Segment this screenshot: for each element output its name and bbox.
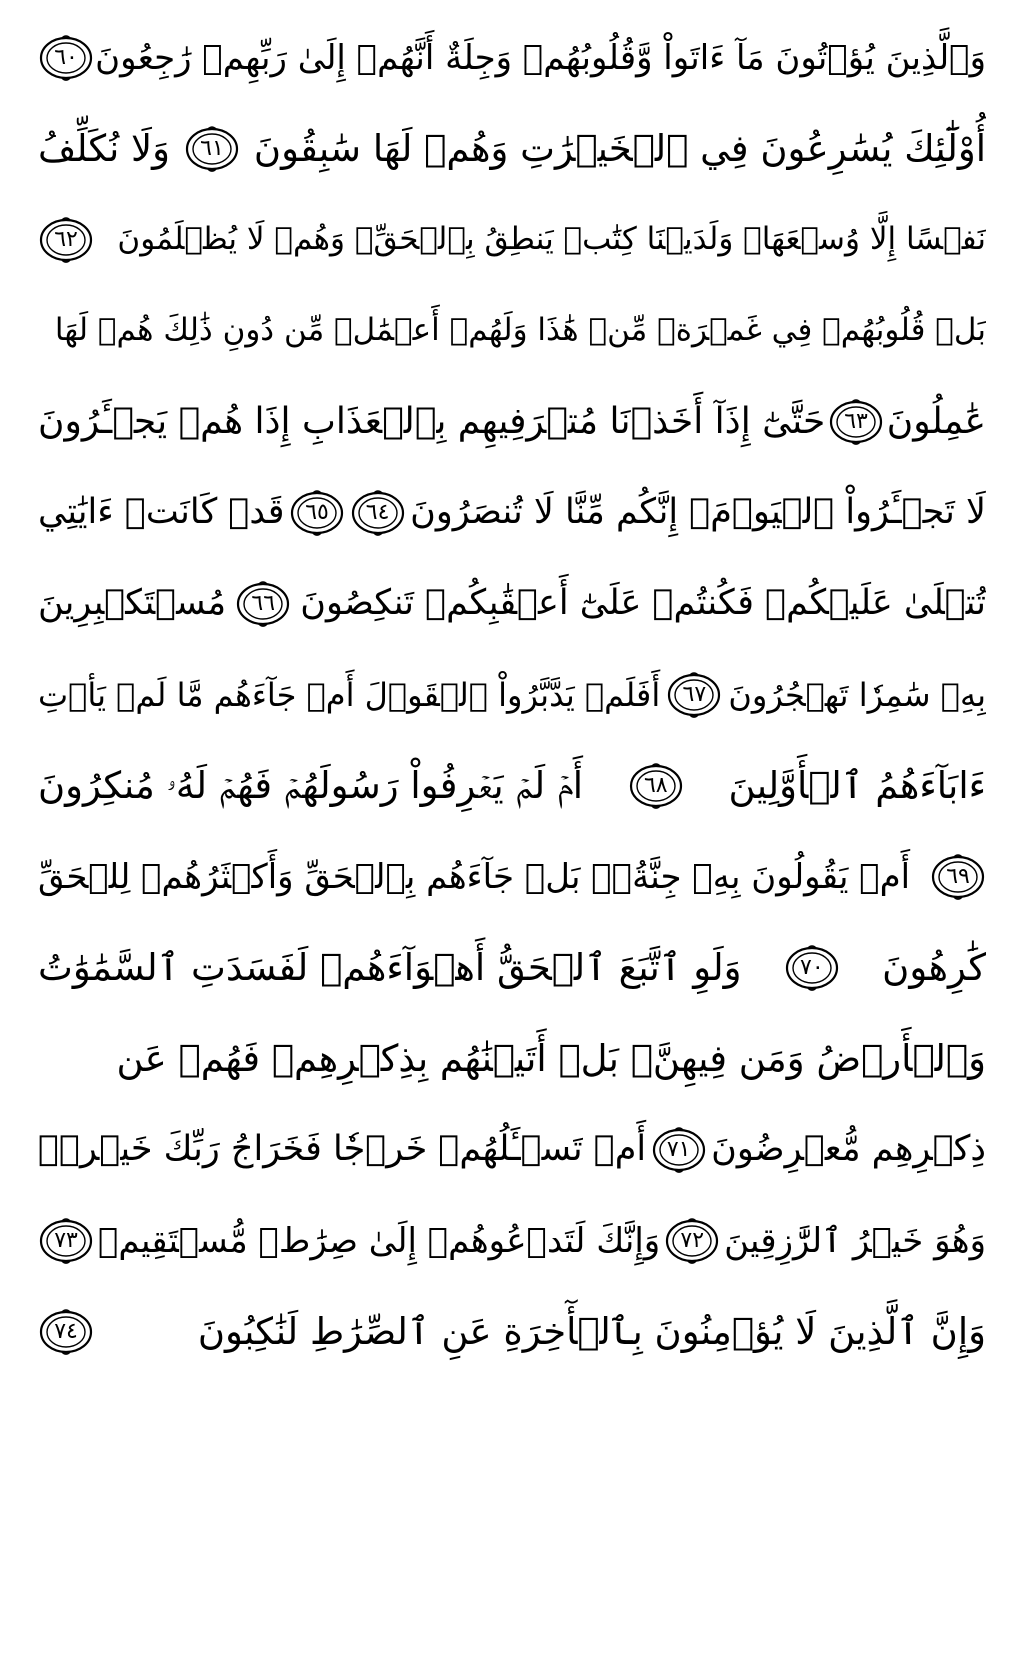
ayah-number-marker [38, 1309, 94, 1355]
text-line [38, 922, 986, 1013]
verse-text: كَٰرِهُونَ [882, 946, 986, 989]
text-line [38, 740, 986, 831]
verse-text: ءَابَآءَهُمُ ٱلۡأَوَّلِينَ [728, 764, 986, 807]
ayah-number-marker [628, 763, 684, 809]
verse-text: ذِكۡرِهِم مُّعۡرِضُونَ [711, 1129, 986, 1169]
text-line [38, 194, 986, 285]
verse-text: وَلَا نُكَلِّفُ [38, 127, 171, 170]
verse-text: لَا تَجۡـَٔرُواْ ٱلۡيَوۡمَۖ إِنَّكُم مِّنَّا لَا تُنصَرُونَ [410, 492, 986, 532]
verse-text: حَتَّىٰٓ إِذَآ أَخَذۡنَا مُتۡرَفِيهِم بِٱلۡعَذَابِ إِذَا هُمۡ يَجۡـَٔرُونَ [38, 400, 826, 442]
ayah-number-marker [784, 945, 840, 991]
verse-text: أَفَلَمۡ يَدَّبَّرُواْ ٱلۡقَوۡلَ أَمۡ جَآءَهُم مَّا لَمۡ يَأۡتِ [38, 675, 661, 714]
text-line [38, 467, 986, 558]
verse-text: مُسۡتَكۡبِرِينَ [38, 583, 227, 623]
ayah-number: ٦٧ [682, 681, 707, 707]
ayah-number: ٦٣ [844, 408, 868, 434]
text-line [38, 12, 986, 103]
verse-text: أَمۡ تَسۡـَٔلُهُمۡ خَرۡجٗا فَخَرَاجُ رَبِّكَ خَيۡرٞۖ [38, 1129, 647, 1169]
verse-text: أَمۡ لَمۡ يَعۡرِفُواْ رَسُولَهُمۡ فَهُمۡ لَهُۥ مُنكِرُونَ [38, 764, 584, 807]
ayah-number: ٦٩ [946, 863, 970, 889]
text-line [38, 831, 986, 922]
ayah-number: ٧٣ [54, 1227, 78, 1253]
verse-text: وَهُوَ خَيۡرُ ٱلرَّٰزِقِينَ [724, 1220, 986, 1261]
verse-text: وَإِنَّكَ لَتَدۡعُوهُمۡ إِلَىٰ صِرَٰطٖ مُّسۡتَقِيمٖ [97, 1220, 661, 1261]
ayah-number: ٦٤ [365, 499, 390, 525]
ayah-number: ٧١ [666, 1136, 691, 1162]
text-line [38, 376, 986, 467]
ayah-number-marker [666, 672, 722, 718]
verse-text: تُتۡلَىٰ عَلَيۡكُمۡ فَكُنتُمۡ عَلَىٰٓ أَعۡقَٰبِكُمۡ تَنكِصُونَ [300, 583, 986, 623]
verse-text: بِهِۦ سَٰمِرٗا تَهۡجُرُونَ [728, 675, 986, 714]
text-line [38, 1195, 986, 1286]
ayah-number-marker [828, 399, 884, 445]
ayah-number: ٦٨ [643, 772, 668, 798]
verse-text: أَمۡ يَقُولُونَ بِهِۦ جِنَّةُۢۚ بَلۡ جَآءَهُم بِٱلۡحَقِّ وَأَكۡثَرُهُمۡ لِلۡحَقِّ [38, 856, 911, 897]
text-line [38, 1013, 986, 1104]
ayah-number: ٧٢ [680, 1227, 705, 1253]
text-line [38, 1104, 986, 1195]
verse-text: قَدۡ كَانَتۡ ءَايَٰتِي [38, 492, 285, 532]
ayah-number-marker [38, 1218, 94, 1264]
verse-text: أُوْلَٰٓئِكَ يُسَٰرِعُونَ فِي ٱلۡخَيۡرَٰتِ وَهُمۡ لَهَا سَٰبِقُونَ [253, 127, 986, 170]
text-line [38, 1286, 986, 1377]
ayah-number-marker [350, 490, 406, 536]
verse-text: نَفۡسًا إِلَّا وُسۡعَهَاۚ وَلَدَيۡنَا كِتَٰبٞ يَنطِقُ بِٱلۡحَقِّۚ وَهُمۡ لَا يُظۡلَمُونَ [117, 221, 986, 257]
ayah-number: ٦٥ [305, 499, 329, 525]
ayah-number-marker [235, 581, 291, 627]
verse-text: عَٰمِلُونَ [886, 400, 986, 442]
ayah-number: ٦١ [200, 135, 224, 161]
ayah-number: ٦٢ [54, 226, 78, 252]
ayah-number-marker [289, 490, 345, 536]
ayah-number-marker [38, 217, 94, 263]
text-line [38, 649, 986, 740]
verse-text: وَٱلَّذِينَ يُؤۡتُونَ مَآ ءَاتَواْ وَّقُلُوبُهُمۡ وَجِلَةٌ أَنَّهُمۡ إِلَىٰ رَبِّهِمۡ رَٰجِعُونَ [95, 37, 986, 78]
text-line [38, 558, 986, 649]
ayah-number: ٧٠ [800, 954, 824, 980]
ayah-number: ٦٦ [251, 590, 276, 616]
verse-text: وَلَوِ ٱتَّبَعَ ٱلۡحَقُّ أَهۡوَآءَهُمۡ لَفَسَدَتِ ٱلسَّمَٰوَٰتُ [38, 946, 742, 989]
ayah-number-marker [664, 1218, 720, 1264]
verse-text: وَٱلۡأَرۡضُ وَمَن فِيهِنَّۚ بَلۡ أَتَيۡنَٰهُم بِذِكۡرِهِمۡ فَهُمۡ عَن [116, 1037, 986, 1080]
text-line [38, 285, 986, 376]
verse-text: وَإِنَّ ٱلَّذِينَ لَا يُؤۡمِنُونَ بِٱلۡأٓخِرَةِ عَنِ ٱلصِّرَٰطِ لَنَٰكِبُونَ [197, 1310, 986, 1353]
ayah-number-marker [38, 35, 94, 81]
ayah-number-marker [651, 1127, 707, 1173]
text-line [38, 103, 986, 194]
ayah-number: ٦٠ [54, 44, 78, 70]
ayah-number-marker [930, 854, 986, 900]
verse-text: بَلۡ قُلُوبُهُمۡ فِي غَمۡرَةٖ مِّنۡ هَٰذَا وَلَهُمۡ أَعۡمَٰلٞ مِّن دُونِ ذَٰلِكَ هُمۡ لَهَا [54, 312, 986, 348]
ayah-number: ٧٤ [54, 1318, 78, 1344]
ayah-number-marker [184, 126, 240, 172]
